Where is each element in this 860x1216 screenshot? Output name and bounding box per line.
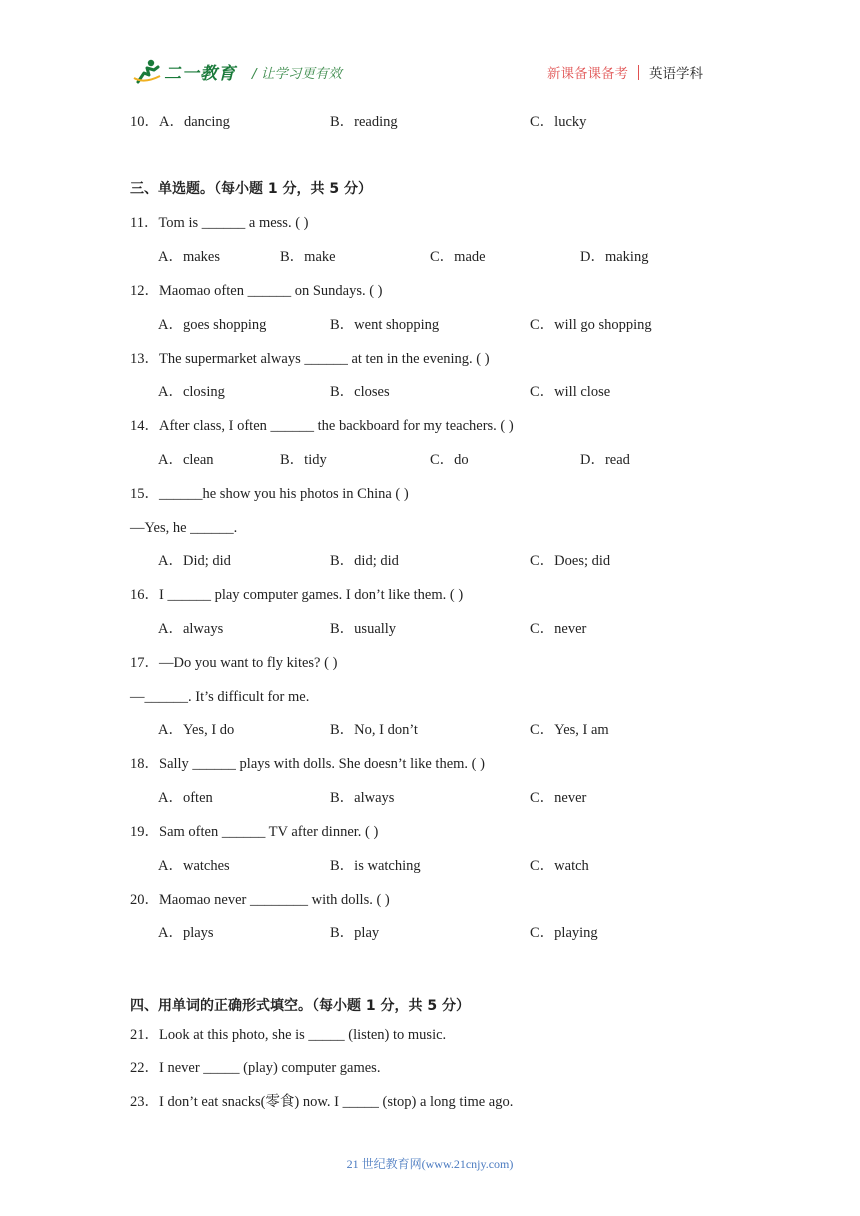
question-22: 22．I never _____ (play) computer games.	[130, 1060, 381, 1076]
option-a: A．makes	[158, 249, 221, 265]
question-19: 19．Sam often ______ TV after dinner. ( )	[130, 824, 379, 840]
header-divider	[638, 65, 639, 80]
question-10: 10．A．dancing	[130, 114, 230, 130]
question-18: 18．Sally ______ plays with dolls. She doesn’t like them. ( )	[130, 756, 485, 772]
option-a: A．clean	[158, 452, 214, 468]
runner-logo-icon	[132, 58, 162, 84]
question-14: 14．After class, I often ______ the backboard for my teachers. ( )	[130, 418, 514, 434]
option-b: B．did; did	[330, 553, 399, 569]
option-d: D．making	[580, 249, 649, 265]
option-c: C．never	[530, 790, 587, 806]
section-4-title: 四、用单词的正确形式填空。（每小题 1 分，共 5 分）	[130, 998, 470, 1014]
option-b: B．make	[280, 249, 336, 265]
option-c: C．lucky	[530, 114, 587, 130]
option-c: C．watch	[530, 858, 589, 874]
option-b: B．went shopping	[330, 317, 440, 333]
question-15: 15．______he show you his photos in China ( )	[130, 486, 409, 502]
logo	[132, 58, 236, 84]
option-a: A．goes shopping	[158, 317, 267, 333]
question-20: 20．Maomao never ________ with dolls. ( )	[130, 892, 390, 908]
question-23: 23．I don’t eat snacks(零食) now. I _____ (stop) a long time ago.	[130, 1094, 514, 1110]
option-b: B．closes	[330, 384, 390, 400]
option-b: B．reading	[330, 114, 398, 130]
question-17-response: —______. It’s difficult for me.	[130, 689, 310, 705]
option-b: B．play	[330, 925, 380, 941]
option-c: C．never	[530, 621, 587, 637]
header-right	[547, 62, 703, 82]
question-11: 11．Tom is ______ a mess. ( )	[130, 215, 309, 231]
option-b: B．usually	[330, 621, 397, 637]
option-a: A．plays	[158, 925, 214, 941]
tagline: 新课备课备考	[547, 66, 628, 82]
option-b: B．is watching	[330, 858, 421, 874]
option-c: C．Yes, I am	[530, 722, 609, 738]
page-footer: 21 世纪教育网(www.21cnjy.com)	[346, 1157, 514, 1171]
option-b: B．No, I don’t	[330, 722, 418, 738]
option-b: B．always	[330, 790, 395, 806]
option-a: A．watches	[158, 858, 230, 874]
option-a: A．always	[158, 621, 224, 637]
question-13: 13．The supermarket always ______ at ten in the evening. ( )	[130, 351, 490, 367]
question-21: 21．Look at this photo, she is _____ (listen) to music.	[130, 1027, 447, 1043]
option-c: C．will go shopping	[530, 317, 652, 333]
subject-label: 英语学科	[649, 66, 703, 82]
option-a: A．closing	[158, 384, 225, 400]
option-a: A．Yes, I do	[158, 722, 235, 738]
option-a: A．Did; did	[158, 553, 231, 569]
slogan: / 让学习更有效	[252, 66, 342, 82]
option-c: C．made	[430, 249, 486, 265]
option-c: C．will close	[530, 384, 611, 400]
question-15-response: —Yes, he ______.	[130, 520, 238, 536]
option-c: C．Does; did	[530, 553, 611, 569]
section-3-title: 三、单选题。（每小题 1 分，共 5 分）	[130, 181, 372, 197]
option-b: B．tidy	[280, 452, 327, 468]
option-c: C．do	[430, 452, 469, 468]
page-header	[0, 0, 860, 100]
option-c: C．playing	[530, 925, 598, 941]
question-16: 16．I ______ play computer games. I don’t like them. ( )	[130, 587, 464, 603]
option-d: D．read	[580, 452, 630, 468]
logo-text: 二一教育	[164, 63, 236, 84]
question-12: 12．Maomao often ______ on Sundays. ( )	[130, 283, 383, 299]
option-a: A．often	[158, 790, 213, 806]
question-17: 17．—Do you want to fly kites? ( )	[130, 655, 338, 671]
